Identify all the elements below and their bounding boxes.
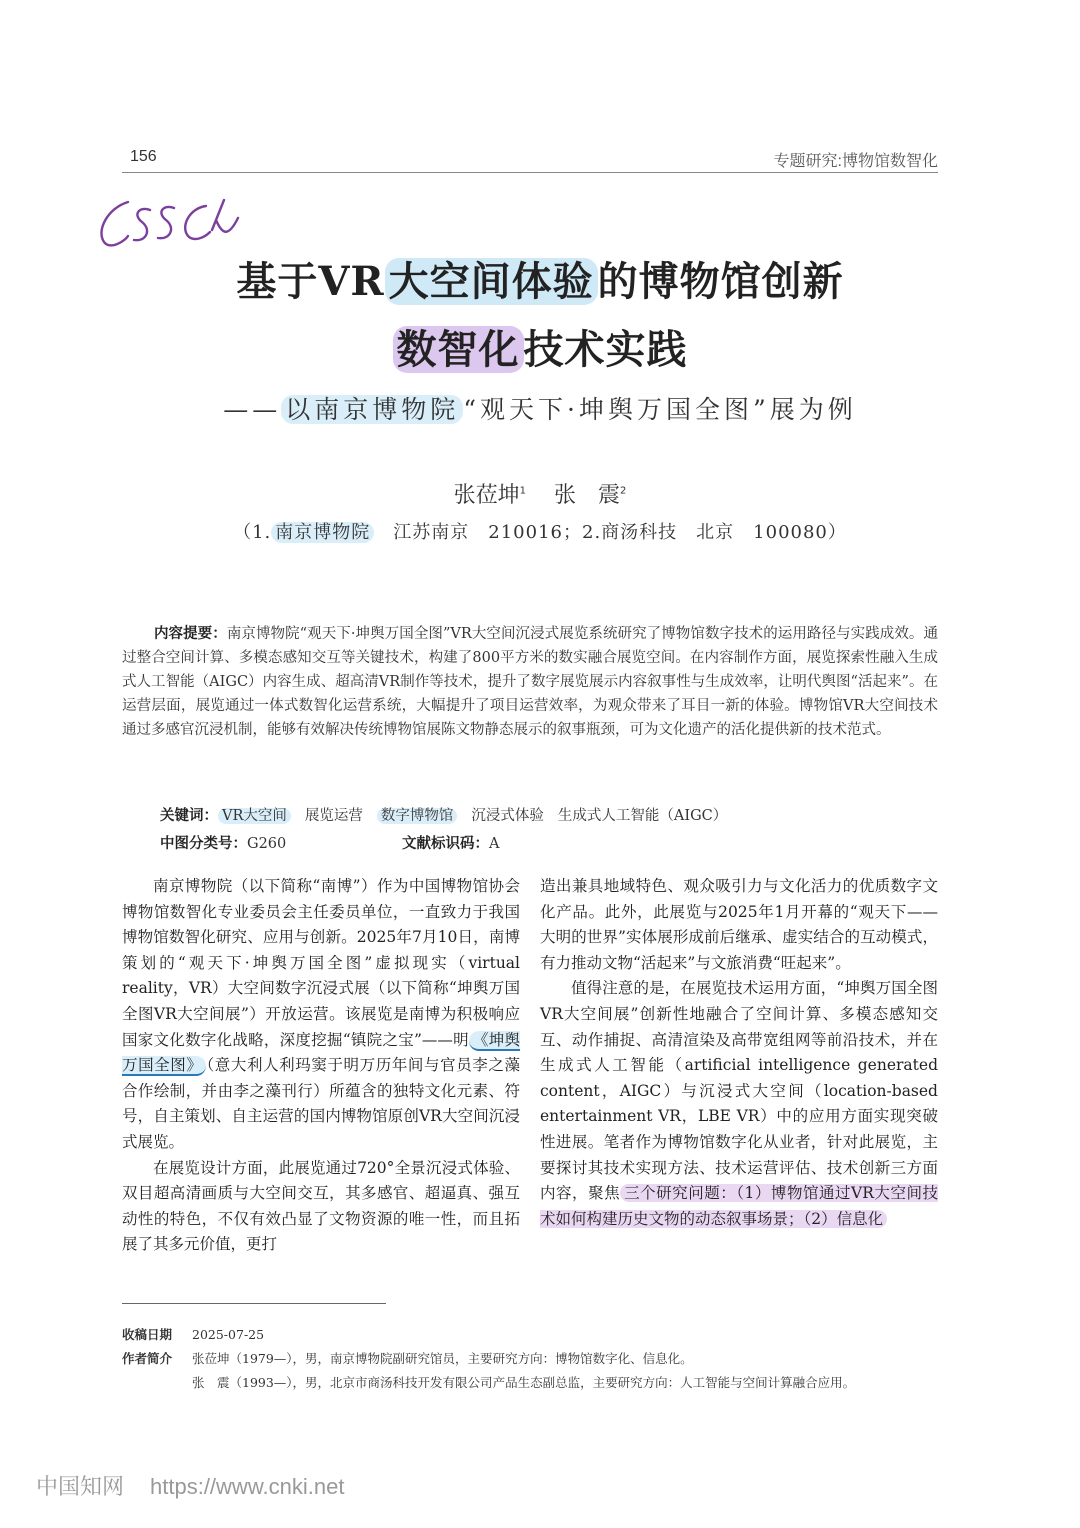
- watermark-brand: 中国知网: [36, 1474, 125, 1499]
- body-paragraph: 值得注意的是，在展览技术运用方面，“坤舆万国全图VR大空间展”创新性地融合了空间计算、多模态感知交互、动作捕捉、高清渲染及高带宽组网等前沿技术，并在生成式人工智能（artificial intelligence generated content，AIGC）与沉浸式大空间（location-based entertainment VR，LBE VR）中的应用方面实现突破性进展。笔者作为博物馆数字化从业者，针对此展览，主要探讨其技术实现方法、技术运营评估、技术创新三方面内容，聚焦 三个研究问题：（1）博物馆通过VR大空间技术如何构建历史文物的动态叙事场景；（2）信息化: [540, 979, 938, 1228]
- abstract: [122, 622, 938, 742]
- clc-label: 中图分类号：: [160, 836, 247, 852]
- affiliations: （1. 南京博物院 江苏南京 210016；2.商汤科技 北京 100080）: [233, 522, 847, 543]
- subtitle-highlight: 以南京博物院: [281, 395, 463, 424]
- title-highlight-2: 数智化: [393, 326, 524, 373]
- footnote-rule: [122, 1303, 386, 1304]
- cnki-watermark: [36, 1470, 344, 1501]
- keywords-row: [160, 804, 741, 825]
- body-column-right: [540, 874, 938, 1232]
- title-line-2: 数智化 技术实践: [0, 318, 1080, 375]
- keywords-label: 关键词：: [160, 808, 218, 824]
- keyword: 展览运营: [304, 808, 363, 824]
- body-paragraph: 造出兼具地域特色、观众吸引力与文化活力的优质数字文化产品。此外，此展览与2025年1月开幕的“观天下——大明的世界”实体展形成前后继承、虚实结合的互动模式，有力推动文物“活起来”与文旅消费“旺起来”。: [540, 877, 938, 972]
- body-highlight: 《坤舆万国全图》: [122, 1030, 520, 1075]
- keyword: 数字博物馆: [377, 808, 458, 824]
- watermark-url[interactable]: https://www.cnki.net: [150, 1474, 345, 1499]
- subtitle: —— 以南京博物院 “观天下·坤舆万国全图”展为例: [223, 395, 857, 424]
- header-rule: [122, 172, 938, 173]
- doc-code-row: [402, 832, 499, 853]
- affiliation-highlight: 南京博物院: [271, 522, 374, 543]
- author-bio-2: 张 震（1993—），男，北京市商汤科技开发有限公司产品生态副总监，主要研究方向：人工智能与空间计算融合应用。: [192, 1375, 856, 1390]
- keyword: VR大空间: [218, 808, 291, 824]
- body-paragraph: 南京博物院（以下简称“南博”）作为中国博物馆协会博物馆数智化专业委员会主任委员单位，一直致力于我国博物馆数智化研究、应用与创新。2025年7月10日，南博策划的“观天下·坤舆万国全图”虚拟现实（virtual reality，VR）大空间数字沉浸式展（以下简称“坤舆万国全图VR大空间展”）开放运营。该展览是南博为积极响应国家文化数字化战略，深度挖掘“镇院之宝”——明 《坤舆万国全图》 （意大利人利玛窦于明万历年间与官员李之藻合作绘制，并由李之藻刊行）所蕴含的独特文化元素、符号，自主策划、自主运营的国内博物馆原创VR大空间沉浸式展览。: [122, 877, 520, 1151]
- footnotes: [122, 1323, 952, 1394]
- keyword: 沉浸式体验: [471, 808, 544, 824]
- classification-row: [160, 832, 286, 853]
- author-bio-1: 作者简介 张莅坤（1979—），男，南京博物院副研究馆员，主要研究方向：博物馆数字化、信息化。: [122, 1351, 693, 1366]
- doc-code-label: 文献标识码：: [402, 836, 489, 852]
- page-number: 156: [130, 148, 157, 165]
- keyword: 生成式人工智能（AIGC）: [557, 808, 728, 824]
- abstract-label: 内容提要：: [153, 626, 227, 642]
- title-line-1: 基于VR 大空间体验 的博物馆创新: [236, 258, 844, 305]
- clc-value: G260: [247, 836, 287, 852]
- abstract-text: 南京博物院“观天下·坤舆万国全图”VR大空间沉浸式展览系统研究了博物馆数字技术的运用路径与实践成效。通过整合空间计算、多模态感知交互等关键技术，构建了800平方米的数实融合展览空间。在内容制作方面，展览探索性融入生成式人工智能（AIGC）内容生成、超高清VR制作等技术，提升了数字展览展示内容叙事性与生成效率，让明代舆图“活起来”。在运营层面，展览通过一体式数智化运营系统，大幅提升了项目运营效率，为观众带来了耳目一新的体验。博物馆VR大空间技术通过多感官沉浸机制，能够有效解决传统博物馆展陈文物静态展示的叙事瓶颈，可为文化遗产的活化提供新的技术范式。: [122, 626, 938, 738]
- body-highlight: 三个研究问题：（1）博物馆通过VR大空间技术如何构建历史文物的动态叙事场景；（2）信息化: [540, 1184, 938, 1228]
- body-paragraph: 在展览设计方面，此展览通过720°全景沉浸式体验、双目超高清画质与大空间交互，其多感官、超逼真、强互动性的特色，不仅有效凸显了文物资源的唯一性，而且拓展了其多元价值，更打: [122, 1158, 520, 1254]
- received-date: 收稿日期 2025-07-25: [122, 1327, 265, 1342]
- section-label: 专题研究:博物馆数智化: [773, 153, 938, 170]
- title-highlight-1: 大空间体验: [385, 258, 598, 305]
- authors: 张莅坤$^1$ 张 震$^2$: [453, 483, 627, 508]
- doc-code-value: A: [489, 836, 500, 852]
- body-column-left: [122, 874, 520, 1258]
